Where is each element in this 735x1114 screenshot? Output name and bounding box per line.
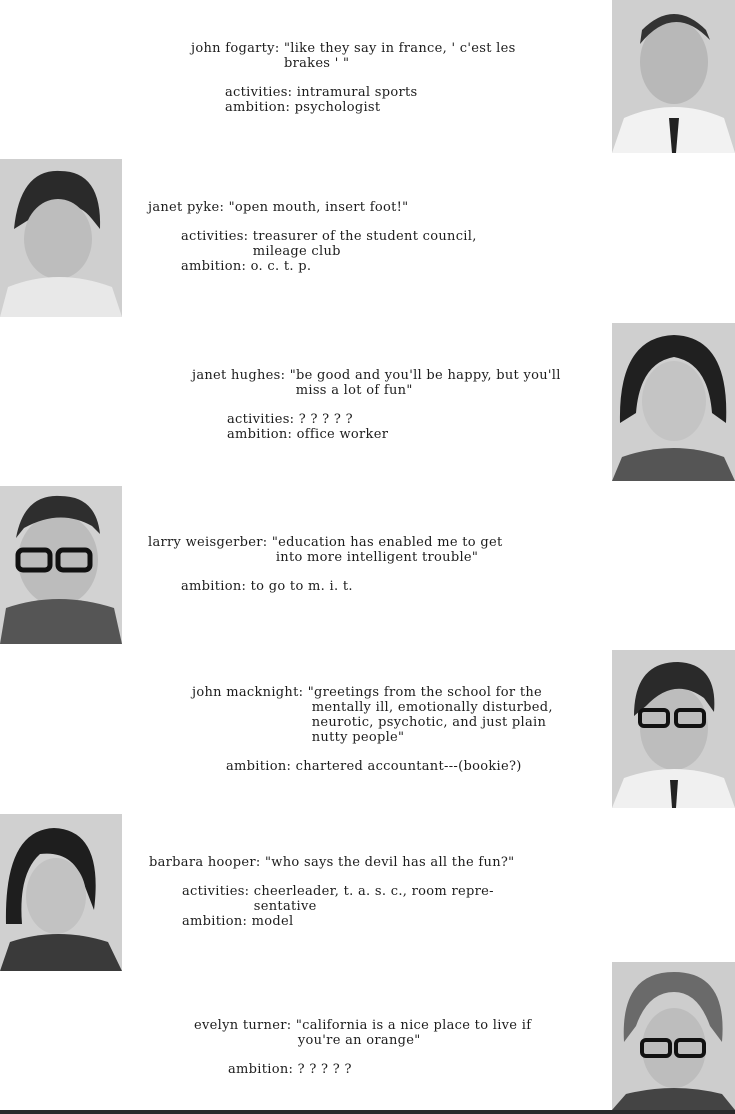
ambition-text: to go to m. i. t. xyxy=(250,579,353,594)
student-entry-janet-pyke xyxy=(148,200,477,274)
quote-text xyxy=(296,1018,531,1048)
student-name: evelyn turner: xyxy=(194,1018,292,1033)
student-entry-evelyn-turner xyxy=(194,1018,531,1077)
student-name: janet hughes: xyxy=(192,368,286,383)
activities-row xyxy=(181,229,477,259)
ambition-label: ambition: xyxy=(225,100,291,115)
student-name: barbara hooper: xyxy=(149,855,261,870)
ambition-label: ambition: xyxy=(181,259,247,274)
portrait-photo-john-fogarty xyxy=(612,0,735,153)
quote-row xyxy=(192,685,553,745)
ambition-row xyxy=(182,914,514,929)
quote-line: "like they say in france, ' c'est les xyxy=(283,41,516,56)
activities-line: mileage club xyxy=(252,244,341,259)
ambition-label: ambition: xyxy=(227,427,293,442)
ambition-text: ? ? ? ? ? xyxy=(297,1062,352,1077)
activities-line: sentative xyxy=(253,899,317,914)
quote-line: "california is a nice place to live if xyxy=(295,1018,532,1033)
ambition-text: office worker xyxy=(296,427,389,442)
ambition-label: ambition: xyxy=(181,579,247,594)
quote-row xyxy=(148,535,503,565)
student-name: janet pyke: xyxy=(148,200,225,215)
activities-line: cheerleader, t. a. s. c., room repre- xyxy=(253,884,494,899)
quote-text xyxy=(308,685,553,745)
quote-text xyxy=(284,41,516,71)
student-entry-barbara-hooper xyxy=(149,855,514,929)
ambition-text: model xyxy=(251,914,294,929)
quote-line: brakes ' " xyxy=(283,56,350,71)
student-name: john macknight: xyxy=(192,685,304,700)
portrait-photo-larry-weisgerber xyxy=(0,486,122,644)
quote-line: "be good and you'll be happy, but you'll xyxy=(289,368,561,383)
quote-line: you're an orange" xyxy=(297,1033,421,1048)
portrait-photo-barbara-hooper xyxy=(0,814,122,971)
ambition-row xyxy=(225,100,516,115)
ambition-text: o. c. t. p. xyxy=(250,259,312,274)
student-entry-janet-hughes xyxy=(192,368,561,442)
page-bottom-edge xyxy=(0,1110,735,1114)
quote-text xyxy=(272,535,503,565)
portrait-photo-janet-pyke xyxy=(0,159,122,317)
quote-text xyxy=(290,368,561,398)
portrait-photo-john-macknight xyxy=(612,650,735,808)
quote-row xyxy=(149,855,514,870)
ambition-label: ambition: xyxy=(228,1062,294,1077)
quote-text xyxy=(229,200,409,215)
quote-line: into more intelligent trouble" xyxy=(275,550,479,565)
quote-line: "open mouth, insert foot!" xyxy=(228,200,409,215)
activities-line: treasurer of the student council, xyxy=(252,229,477,244)
quote-line: "greetings from the school for the xyxy=(307,685,543,700)
quote-row xyxy=(192,368,561,398)
activities-label: activities: xyxy=(182,884,250,899)
quote-text xyxy=(265,855,514,870)
ambition-text: psychologist xyxy=(294,100,381,115)
ambition-row xyxy=(228,1062,531,1077)
student-entry-john-macknight xyxy=(192,685,553,774)
portrait-photo-evelyn-turner xyxy=(612,962,735,1110)
activities-label: activities: xyxy=(225,85,293,100)
quote-line: "education has enabled me to get xyxy=(271,535,503,550)
quote-line: mentally ill, emotionally disturbed, xyxy=(311,700,553,715)
ambition-text: chartered accountant---(bookie?) xyxy=(295,759,522,774)
activities-text xyxy=(253,229,477,259)
ambition-row xyxy=(181,259,477,274)
activities-row xyxy=(225,85,516,100)
quote-row xyxy=(194,1018,531,1048)
activities-label: activities: xyxy=(227,412,295,427)
student-entry-larry-weisgerber xyxy=(148,535,503,594)
ambition-row xyxy=(227,427,561,442)
portrait-photo-janet-hughes xyxy=(612,323,735,481)
student-name: john fogarty: xyxy=(191,41,280,56)
activities-row xyxy=(227,412,561,427)
activities-text: ? ? ? ? ? xyxy=(298,412,353,427)
quote-line: nutty people" xyxy=(311,730,405,745)
student-entry-john-fogarty xyxy=(191,41,516,115)
activities-text xyxy=(254,884,494,914)
quote-row xyxy=(191,41,516,71)
quote-line: neurotic, psychotic, and just plain xyxy=(311,715,547,730)
quote-row xyxy=(148,200,477,215)
activities-text: intramural sports xyxy=(296,85,418,100)
activities-row xyxy=(182,884,514,914)
quote-line: miss a lot of fun" xyxy=(295,383,413,398)
ambition-row xyxy=(226,759,553,774)
quote-line: "who says the devil has all the fun?" xyxy=(265,855,515,870)
ambition-row xyxy=(181,579,503,594)
student-name: larry weisgerber: xyxy=(148,535,268,550)
ambition-label: ambition: xyxy=(226,759,292,774)
ambition-label: ambition: xyxy=(182,914,248,929)
activities-label: activities: xyxy=(181,229,249,244)
